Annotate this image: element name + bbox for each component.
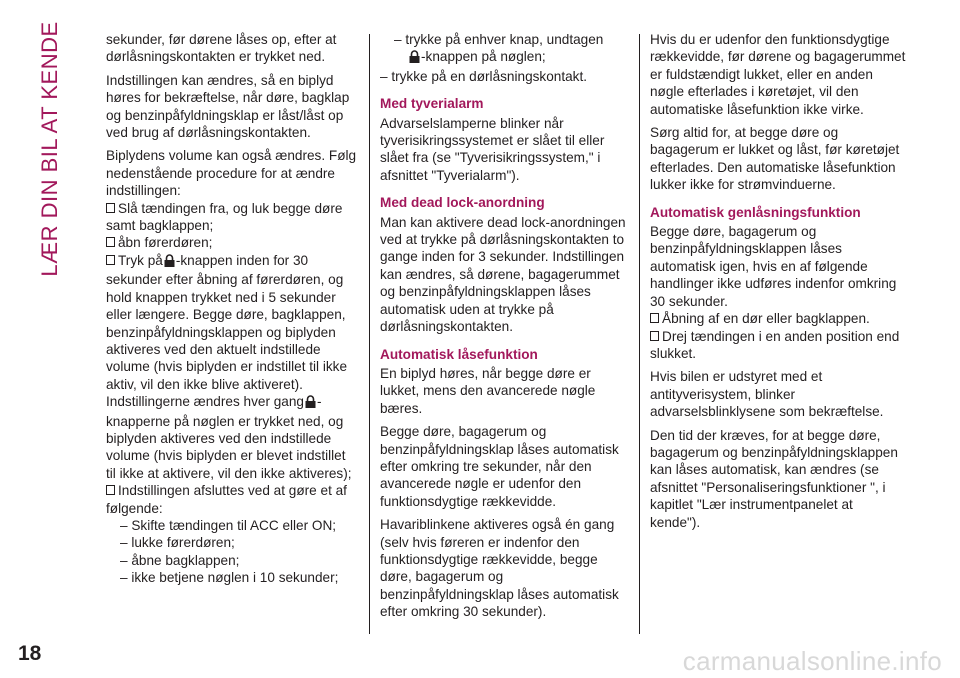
dash-item: – trykke på en dørlåsningskontakt.	[380, 68, 588, 84]
chapter-title-text: LÆR DIN BIL AT KENDE	[37, 21, 62, 277]
bullet-item	[650, 328, 906, 363]
paragraph: Advarselslamperne blinker når tyverisikringssystemet er slået til eller slået fra (se "Tyverisikringssystem," i afsnittet "Tyverialarm").	[380, 115, 605, 183]
dash-text: – trykke på enhver knap, undtagen	[394, 32, 604, 47]
bullet-box-icon	[106, 485, 115, 495]
paragraph: Havariblinkene aktiveres også én gang (selv hvis føreren er indenfor den funktionsdygtige rækkevidde, begge døre, bagagerum og benzinpåfyldningsklap låses automatisk efter omkring 30 sekunder).	[380, 517, 619, 620]
bullet-item	[106, 234, 358, 251]
paragraph: Hvis bilen er udstyret med et antityverisystem, blinker advarselsblinklysene som bekræftelse.	[650, 369, 884, 420]
dash-item: – åbne bagklappen;	[120, 552, 240, 568]
bullet-text: Tryk på	[118, 252, 163, 268]
paragraph: En biplyd høres, når begge døre er lukket, mens den avancerede nøgle bæres.	[380, 365, 596, 416]
bullet-text: Indstillingen afsluttes ved at gøre et af følgende:	[106, 483, 347, 516]
lock-icon	[395, 50, 420, 67]
lock-icon	[164, 254, 175, 271]
column-divider	[639, 34, 640, 634]
column-right	[650, 31, 906, 537]
bullet-text: åbn førerdøren;	[118, 235, 213, 251]
section-heading: Automatisk genlåsningsfunktion	[650, 204, 861, 220]
paragraph: Indstillingen kan ændres, så en biplyd høres for bekræftelse, når døre, bagklap og benzinpåfyldningsklap er låst/låst op ved brug af dørlåsningskontakten.	[106, 72, 350, 141]
dash-text: -knappen på nøglen;	[421, 49, 546, 65]
dash-item	[380, 31, 628, 68]
bullet-item	[650, 310, 906, 327]
paragraph: Begge døre, bagagerum og benzinpåfyldningsklap låses automatisk efter omkring tre sekunder, når den avancerede nøgle er udenfor den funktionsdygtige rækkevidde.	[380, 424, 619, 509]
paragraph: Sørg altid for, at begge døre og bagagerum er lukket og låst, før køretøjet efterlades. Den automatiske låsefunktion lukker ikke for strømvinduerne.	[650, 125, 900, 193]
section-heading: Med dead lock-anordning	[380, 195, 545, 211]
paragraph: Den tid der kræves, for at begge døre, bagagerum og benzinpåfyldningsklappen kan låses automatisk, kan ændres (se afsnittet "Personaliseringsfunktioner ", i kapitlet "Lær instrumentpanelet at kende").	[650, 427, 898, 530]
dash-item: – lukke førerdøren;	[120, 535, 235, 551]
paragraph: Begge døre, bagagerum og benzinpåfyldningsklappen låses automatisk igen, hvis en af følgende handlinger ikke udføres indenfor omkring 30 sekunder.	[650, 224, 897, 309]
bullet-text: Drej tændingen i en anden position end slukket.	[650, 328, 900, 361]
side-chapter-title	[37, 21, 62, 277]
bullet-item	[106, 252, 358, 482]
dash-item: – Skifte tændingen til ACC eller ON;	[120, 517, 337, 533]
bullet-box-icon	[650, 331, 659, 341]
paragraph: Biplydens volume kan også ændres. Følg nedenstående procedure for at ændre indstillingen:	[106, 148, 357, 199]
paragraph: Man kan aktivere dead lock-anordningen ved at trykke på dørlåsningskontakten to gange inden for 3 sekunder. Indstillingen kan ændres, så dørene, bagagerummet og benzinpåfyldningsklappen låses automatisk uden at trykke på dørlåsningskontakten.	[380, 214, 626, 335]
lock-icon	[305, 395, 316, 412]
watermark-link[interactable]: carmanualsonline.info	[682, 646, 942, 676]
dash-item: – ikke betjene nøglen i 10 sekunder;	[120, 570, 339, 586]
section-heading: Automatisk låsefunktion	[380, 346, 538, 362]
column-divider	[369, 34, 370, 634]
column-left	[106, 31, 358, 587]
paragraph: Hvis du er udenfor den funktionsdygtige rækkevidde, før dørene og bagagerummet er fuldstændigt lukket, eller en anden nøgle efterlades i køretøjet, vil den automatiske låsefunktion ikke virke.	[650, 32, 906, 117]
bullet-text: -knapperne på nøglen er trykket ned, og biplyden aktiveres ved den indstillede volume (hvis biplyden er blevet indstillet til ikke at aktivere, vil den ikke aktiveres);	[106, 394, 352, 481]
bullet-box-icon	[650, 313, 659, 323]
bullet-text: -knappen inden for 30 sekunder efter åbning af førerdøren, og hold knappen trykket ned i 5 sekunder eller længere. Begge døre, bagklappen, benzinpåfyldningsklappen og biplyden aktiveres ved den aktuelt indstillede volume (hvis biplyden er indstillet til ikke aktiv, vil den ikke blive aktiveret). Indstillingerne ændres hver gang	[106, 252, 348, 410]
page-number: 18	[18, 642, 42, 665]
bullet-item	[106, 482, 358, 517]
bullet-text: Slå tændingen fra, og luk begge døre samt bagklappen;	[106, 200, 343, 234]
bullet-item	[106, 200, 358, 235]
bullet-text: Åbning af en dør eller bagklappen.	[662, 311, 870, 327]
bullet-box-icon	[106, 203, 115, 213]
bullet-box-icon	[106, 255, 115, 265]
section-heading: Med tyverialarm	[380, 96, 484, 112]
bullet-box-icon	[106, 237, 115, 247]
column-middle	[380, 31, 628, 627]
paragraph: sekunder, før dørene låses op, efter at dørlåsningskontakten er trykket ned.	[106, 32, 337, 65]
